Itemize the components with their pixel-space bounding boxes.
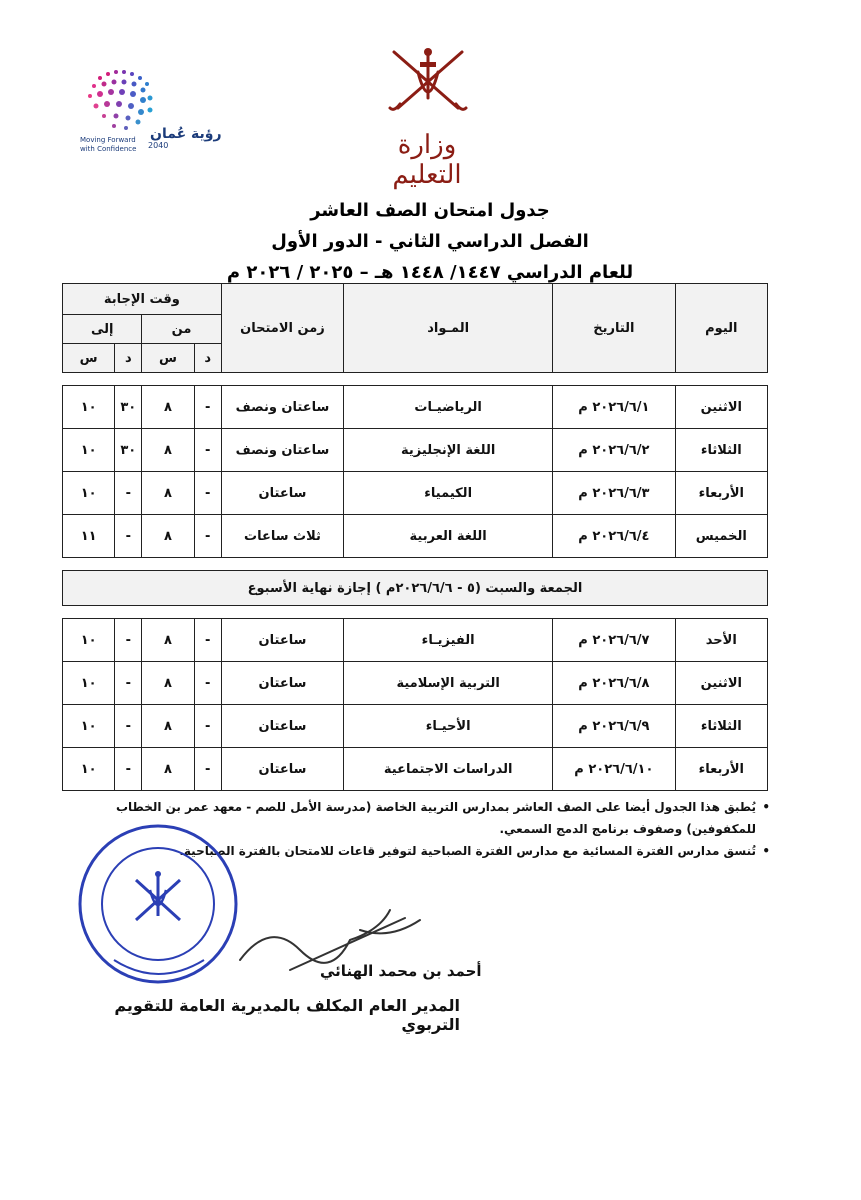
header-from: من bbox=[142, 315, 221, 344]
cell-to-minutes: - bbox=[115, 515, 142, 558]
cell-subject: الرياضيـات bbox=[344, 386, 553, 429]
cell-from-minutes: - bbox=[194, 748, 221, 791]
cell-subject: الكيمياء bbox=[344, 472, 553, 515]
title-line-2: الفصل الدراسي الثاني - الدور الأول bbox=[271, 231, 589, 252]
cell-to-hours: ١٠ bbox=[63, 429, 115, 472]
cell-from-hours: ٨ bbox=[142, 386, 194, 429]
cell-from-minutes: - bbox=[194, 619, 221, 662]
table-row bbox=[63, 705, 768, 748]
cell-date: ٢٠٢٦/٦/١٠ م bbox=[553, 748, 676, 791]
cell-to-minutes: - bbox=[115, 705, 142, 748]
cell-from-hours: ٨ bbox=[142, 662, 194, 705]
vision-english-text bbox=[80, 136, 136, 154]
vision-year: 2040 bbox=[148, 141, 169, 150]
cell-day: الثلاثاء bbox=[675, 705, 767, 748]
cell-to-minutes: - bbox=[115, 472, 142, 515]
cell-duration: ساعتان bbox=[221, 748, 344, 791]
cell-subject: الدراسات الاجتماعية bbox=[344, 748, 553, 791]
cell-to-minutes: - bbox=[115, 619, 142, 662]
cell-from-minutes: - bbox=[194, 662, 221, 705]
vision-en-line1: Moving Forward bbox=[80, 136, 136, 144]
cell-day: الخميس bbox=[675, 515, 767, 558]
cell-from-hours: ٨ bbox=[142, 515, 194, 558]
cell-to-minutes: ٣٠ bbox=[115, 429, 142, 472]
cell-duration: ساعتان ونصف bbox=[221, 429, 344, 472]
cell-date: ٢٠٢٦/٦/٤ م bbox=[553, 515, 676, 558]
header-to: إلى bbox=[63, 315, 142, 344]
signatory-name: أحمد بن محمد الهنائي bbox=[320, 962, 482, 980]
cell-date: ٢٠٢٦/٦/٨ م bbox=[553, 662, 676, 705]
cell-from-minutes: - bbox=[194, 705, 221, 748]
cell-day: الأربعاء bbox=[675, 748, 767, 791]
title-line-3: للعام الدراسي ١٤٤٧/ ١٤٤٨ هـ – ٢٠٢٥ / ٢٠٢٦ م bbox=[226, 262, 634, 283]
official-stamp-icon bbox=[74, 820, 242, 988]
table-row bbox=[63, 619, 768, 662]
title-line-1: جدول امتحان الصف العاشر bbox=[310, 200, 550, 221]
document-titles bbox=[120, 195, 740, 288]
table-row bbox=[63, 748, 768, 791]
cell-duration: ساعتان bbox=[221, 662, 344, 705]
cell-to-hours: ١٠ bbox=[63, 662, 115, 705]
cell-day: الثلاثاء bbox=[675, 429, 767, 472]
weekend-note: الجمعة والسبت (٥ - ٢٠٢٦/٦/٦م ) إجازة نهاية الأسبوع bbox=[63, 571, 768, 606]
cell-day: الاثنين bbox=[675, 662, 767, 705]
signatory-title: المدير العام المكلف بالمديرية العامة للتقويم التربوي bbox=[114, 996, 460, 1034]
cell-to-minutes: ٣٠ bbox=[115, 386, 142, 429]
cell-to-hours: ١٠ bbox=[63, 472, 115, 515]
cell-from-hours: ٨ bbox=[142, 619, 194, 662]
cell-from-hours: ٨ bbox=[142, 472, 194, 515]
header-day: اليوم bbox=[675, 284, 767, 373]
table-row bbox=[63, 472, 768, 515]
header-subject: المـواد bbox=[344, 284, 553, 373]
cell-duration: ثلاث ساعات bbox=[221, 515, 344, 558]
cell-subject: اللغة الإنجليزية bbox=[344, 429, 553, 472]
cell-subject: التربية الإسلامية bbox=[344, 662, 553, 705]
table-row bbox=[63, 662, 768, 705]
note-text-1: يُطبق هذا الجدول أيضا على الصف العاشر بمدارس التربية الخاصة (مدرسة الأمل للصم - معهد عمر بن الخطاب للمكفوفين) وصفوف برنامج الدمج السمعي. bbox=[115, 800, 756, 836]
header-from-minutes: د bbox=[194, 344, 221, 373]
cell-to-hours: ١٠ bbox=[63, 386, 115, 429]
header-duration: زمن الامتحان bbox=[221, 284, 344, 373]
cell-to-hours: ١٠ bbox=[63, 619, 115, 662]
cell-day: الأحد bbox=[675, 619, 767, 662]
cell-date: ٢٠٢٦/٦/١ م bbox=[553, 386, 676, 429]
cell-duration: ساعتان bbox=[221, 472, 344, 515]
oman-crest-icon bbox=[380, 42, 476, 122]
cell-date: ٢٠٢٦/٦/٧ م bbox=[553, 619, 676, 662]
cell-from-hours: ٨ bbox=[142, 429, 194, 472]
vision-arabic-text: رؤية عُمان bbox=[150, 126, 222, 142]
cell-date: ٢٠٢٦/٦/٣ م bbox=[553, 472, 676, 515]
header-date: التاريخ bbox=[553, 284, 676, 373]
bullet-icon: • bbox=[762, 844, 770, 858]
cell-subject: اللغة العربية bbox=[344, 515, 553, 558]
cell-duration: ساعتان bbox=[221, 619, 344, 662]
cell-subject: الفيزيـاء bbox=[344, 619, 553, 662]
header-answer-time: وقت الإجابة bbox=[63, 284, 222, 315]
weekend-row bbox=[63, 571, 768, 606]
note-text-2: تُنسق مدارس الفترة المسائية مع مدارس الفترة الصباحية لتوفير قاعات للامتحان بالفترة الصباحية. bbox=[179, 844, 756, 858]
cell-subject: الأحيـاء bbox=[344, 705, 553, 748]
cell-from-minutes: - bbox=[194, 515, 221, 558]
cell-day: الاثنين bbox=[675, 386, 767, 429]
cell-to-minutes: - bbox=[115, 748, 142, 791]
cell-date: ٢٠٢٦/٦/٢ م bbox=[553, 429, 676, 472]
table-row bbox=[63, 386, 768, 429]
cell-to-hours: ١١ bbox=[63, 515, 115, 558]
cell-day: الأربعاء bbox=[675, 472, 767, 515]
cell-from-hours: ٨ bbox=[142, 705, 194, 748]
cell-to-hours: ١٠ bbox=[63, 705, 115, 748]
cell-duration: ساعتان bbox=[221, 705, 344, 748]
cell-from-minutes: - bbox=[194, 472, 221, 515]
cell-from-minutes: - bbox=[194, 386, 221, 429]
header-from-hours: س bbox=[142, 344, 194, 373]
exam-schedule-table bbox=[62, 283, 768, 791]
header-to-minutes: د bbox=[115, 344, 142, 373]
header-to-hours: س bbox=[63, 344, 115, 373]
table-row bbox=[63, 429, 768, 472]
cell-from-hours: ٨ bbox=[142, 748, 194, 791]
cell-duration: ساعتان ونصف bbox=[221, 386, 344, 429]
cell-from-minutes: - bbox=[194, 429, 221, 472]
cell-date: ٢٠٢٦/٦/٩ م bbox=[553, 705, 676, 748]
cell-to-hours: ١٠ bbox=[63, 748, 115, 791]
vision-en-line2: with Confidence bbox=[80, 145, 137, 153]
table-row bbox=[63, 515, 768, 558]
bullet-icon: • bbox=[762, 800, 770, 814]
cell-to-minutes: - bbox=[115, 662, 142, 705]
ministry-name: وزارة التعليم bbox=[392, 130, 462, 190]
